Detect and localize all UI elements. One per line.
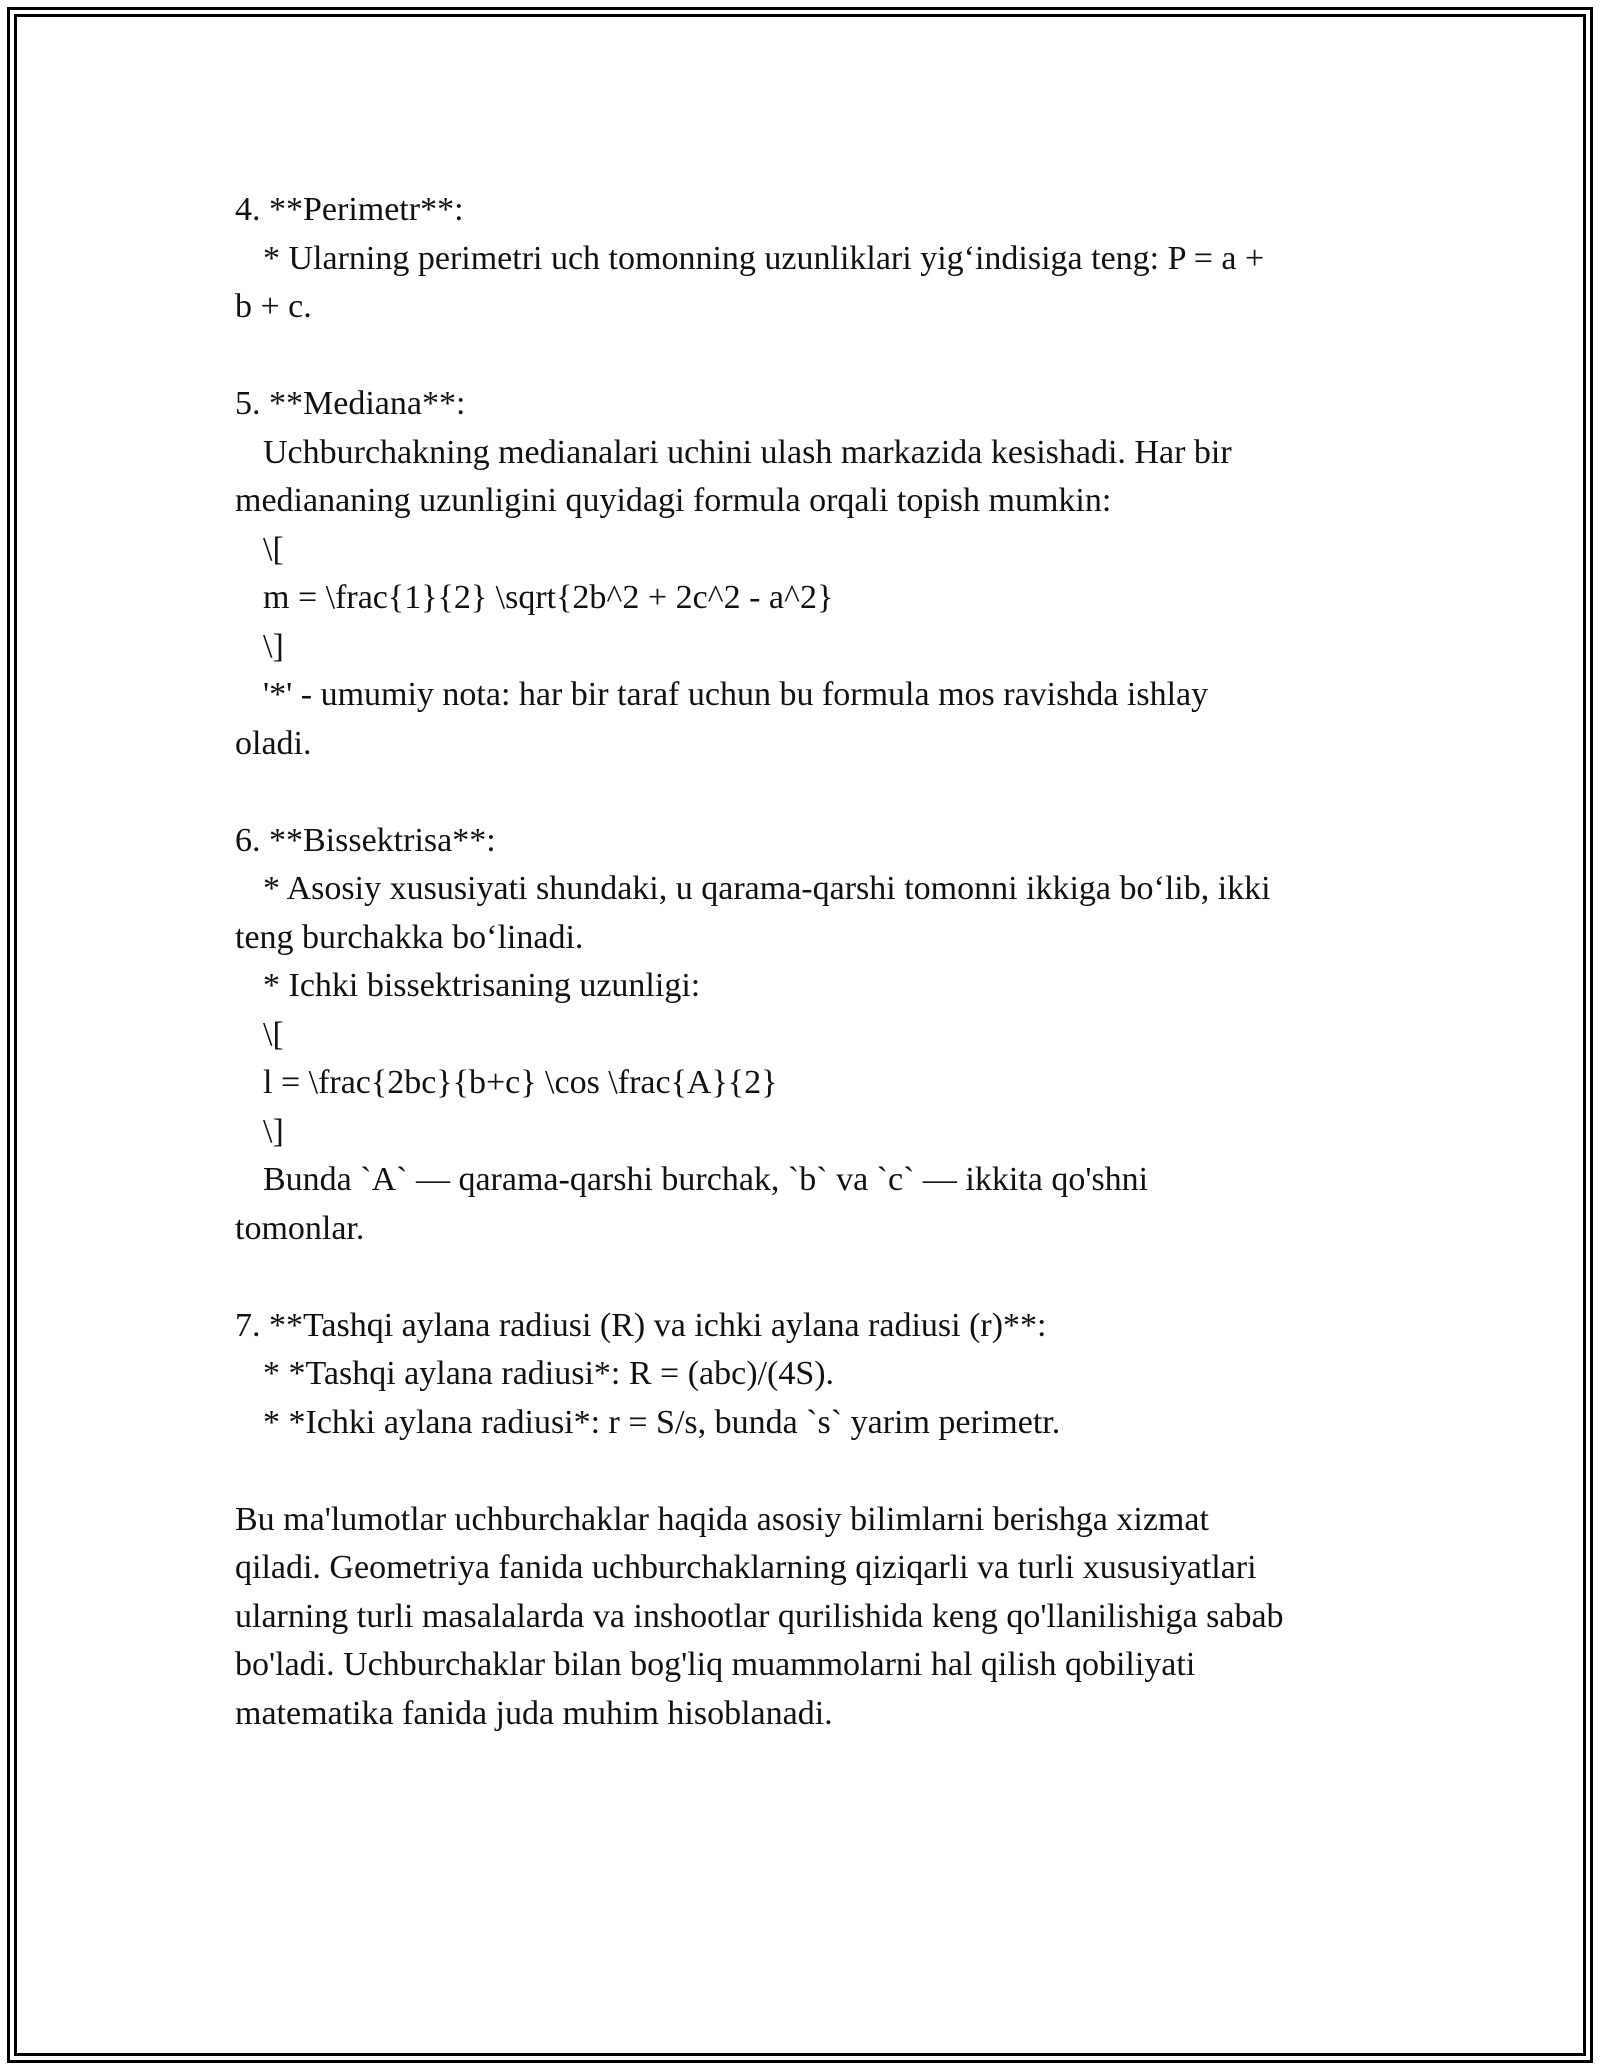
section-heading: 4. **Perimetr**: [235, 191, 464, 228]
formula-open: \[ [263, 530, 284, 568]
continuation-line: mediananing uzunligini quyidagi formula orqali topish mumkin: [235, 482, 1112, 519]
bullet-line: * Ichki bissektrisaning uzunligi: [263, 967, 701, 1004]
paragraph-line: ularning turli masalalarda va inshootlar qurilishida keng qo'llanilishiga sabab [235, 1597, 1284, 1635]
paragraph-line: bo'ladi. Uchburchaklar bilan bog'liq muammolarni hal qilish qobiliyati [235, 1646, 1196, 1683]
section-perimetr [235, 186, 1375, 332]
section-radius [235, 1302, 1375, 1448]
paragraph-line: Bu ma'lumotlar uchburchaklar haqida asosiy bilimlarni berishga xizmat [235, 1500, 1209, 1538]
continuation-line: oladi. [235, 724, 312, 762]
bullet-line: * Ularning perimetri uch tomonning uzunliklari yig‘indisiga teng: P = a + [263, 239, 1265, 277]
bullet-line: * Asosiy xususiyati shundaki, u qarama-qarshi tomonni ikkiga bo‘lib, ikki [263, 870, 1271, 907]
paragraph-line: qiladi. Geometriya fanida uchburchaklarning qiziqarli va turli xususiyatlari [235, 1549, 1257, 1586]
continuation-line: teng burchakka bo‘linadi. [235, 918, 584, 956]
section-heading: 6. **Bissektrisa**: [235, 821, 496, 859]
bullet-line: * *Ichki aylana radiusi*: r = S/s, bunda `s` yarim perimetr. [263, 1403, 1061, 1441]
conclusion-paragraph [235, 1496, 1375, 1739]
formula-line: l = \frac{2bc}{b+c} \cos \frac{A}{2} [263, 1064, 778, 1101]
text-line: Uchburchakning medianalari uchini ulash markazida kesishadi. Har bir [263, 433, 1232, 471]
bullet-line: * *Tashqi aylana radiusi*: R = (abc)/(4S). [263, 1355, 835, 1392]
paragraph-line: matematika fanida juda muhim hisoblanadi. [235, 1694, 833, 1732]
section-heading: 7. **Tashqi aylana radiusi (R) va ichki aylana radiusi (r)**: [235, 1306, 1047, 1344]
formula-close: \] [263, 1112, 284, 1150]
spacer [235, 1253, 1375, 1302]
section-mediana [235, 380, 1375, 768]
continuation-line: b + c. [235, 288, 312, 325]
section-heading: 5. **Mediana**: [235, 385, 466, 422]
formula-open: \[ [263, 1015, 284, 1053]
spacer [235, 768, 1375, 817]
section-bissektrisa [235, 817, 1375, 1254]
text-line: Bunda `A` — qarama-qarshi burchak, `b` va `c` — ikkita qo'shni [263, 1161, 1149, 1198]
document-body [235, 186, 1375, 1738]
formula-close: \] [263, 627, 284, 665]
spacer [235, 332, 1375, 381]
note-line: '*' - umumiy nota: har bir taraf uchun bu formula mos ravishda ishlay [263, 676, 1209, 713]
spacer [235, 1447, 1375, 1496]
formula-line: m = \frac{1}{2} \sqrt{2b^2 + 2c^2 - a^2} [263, 579, 834, 616]
continuation-line: tomonlar. [235, 1209, 365, 1247]
